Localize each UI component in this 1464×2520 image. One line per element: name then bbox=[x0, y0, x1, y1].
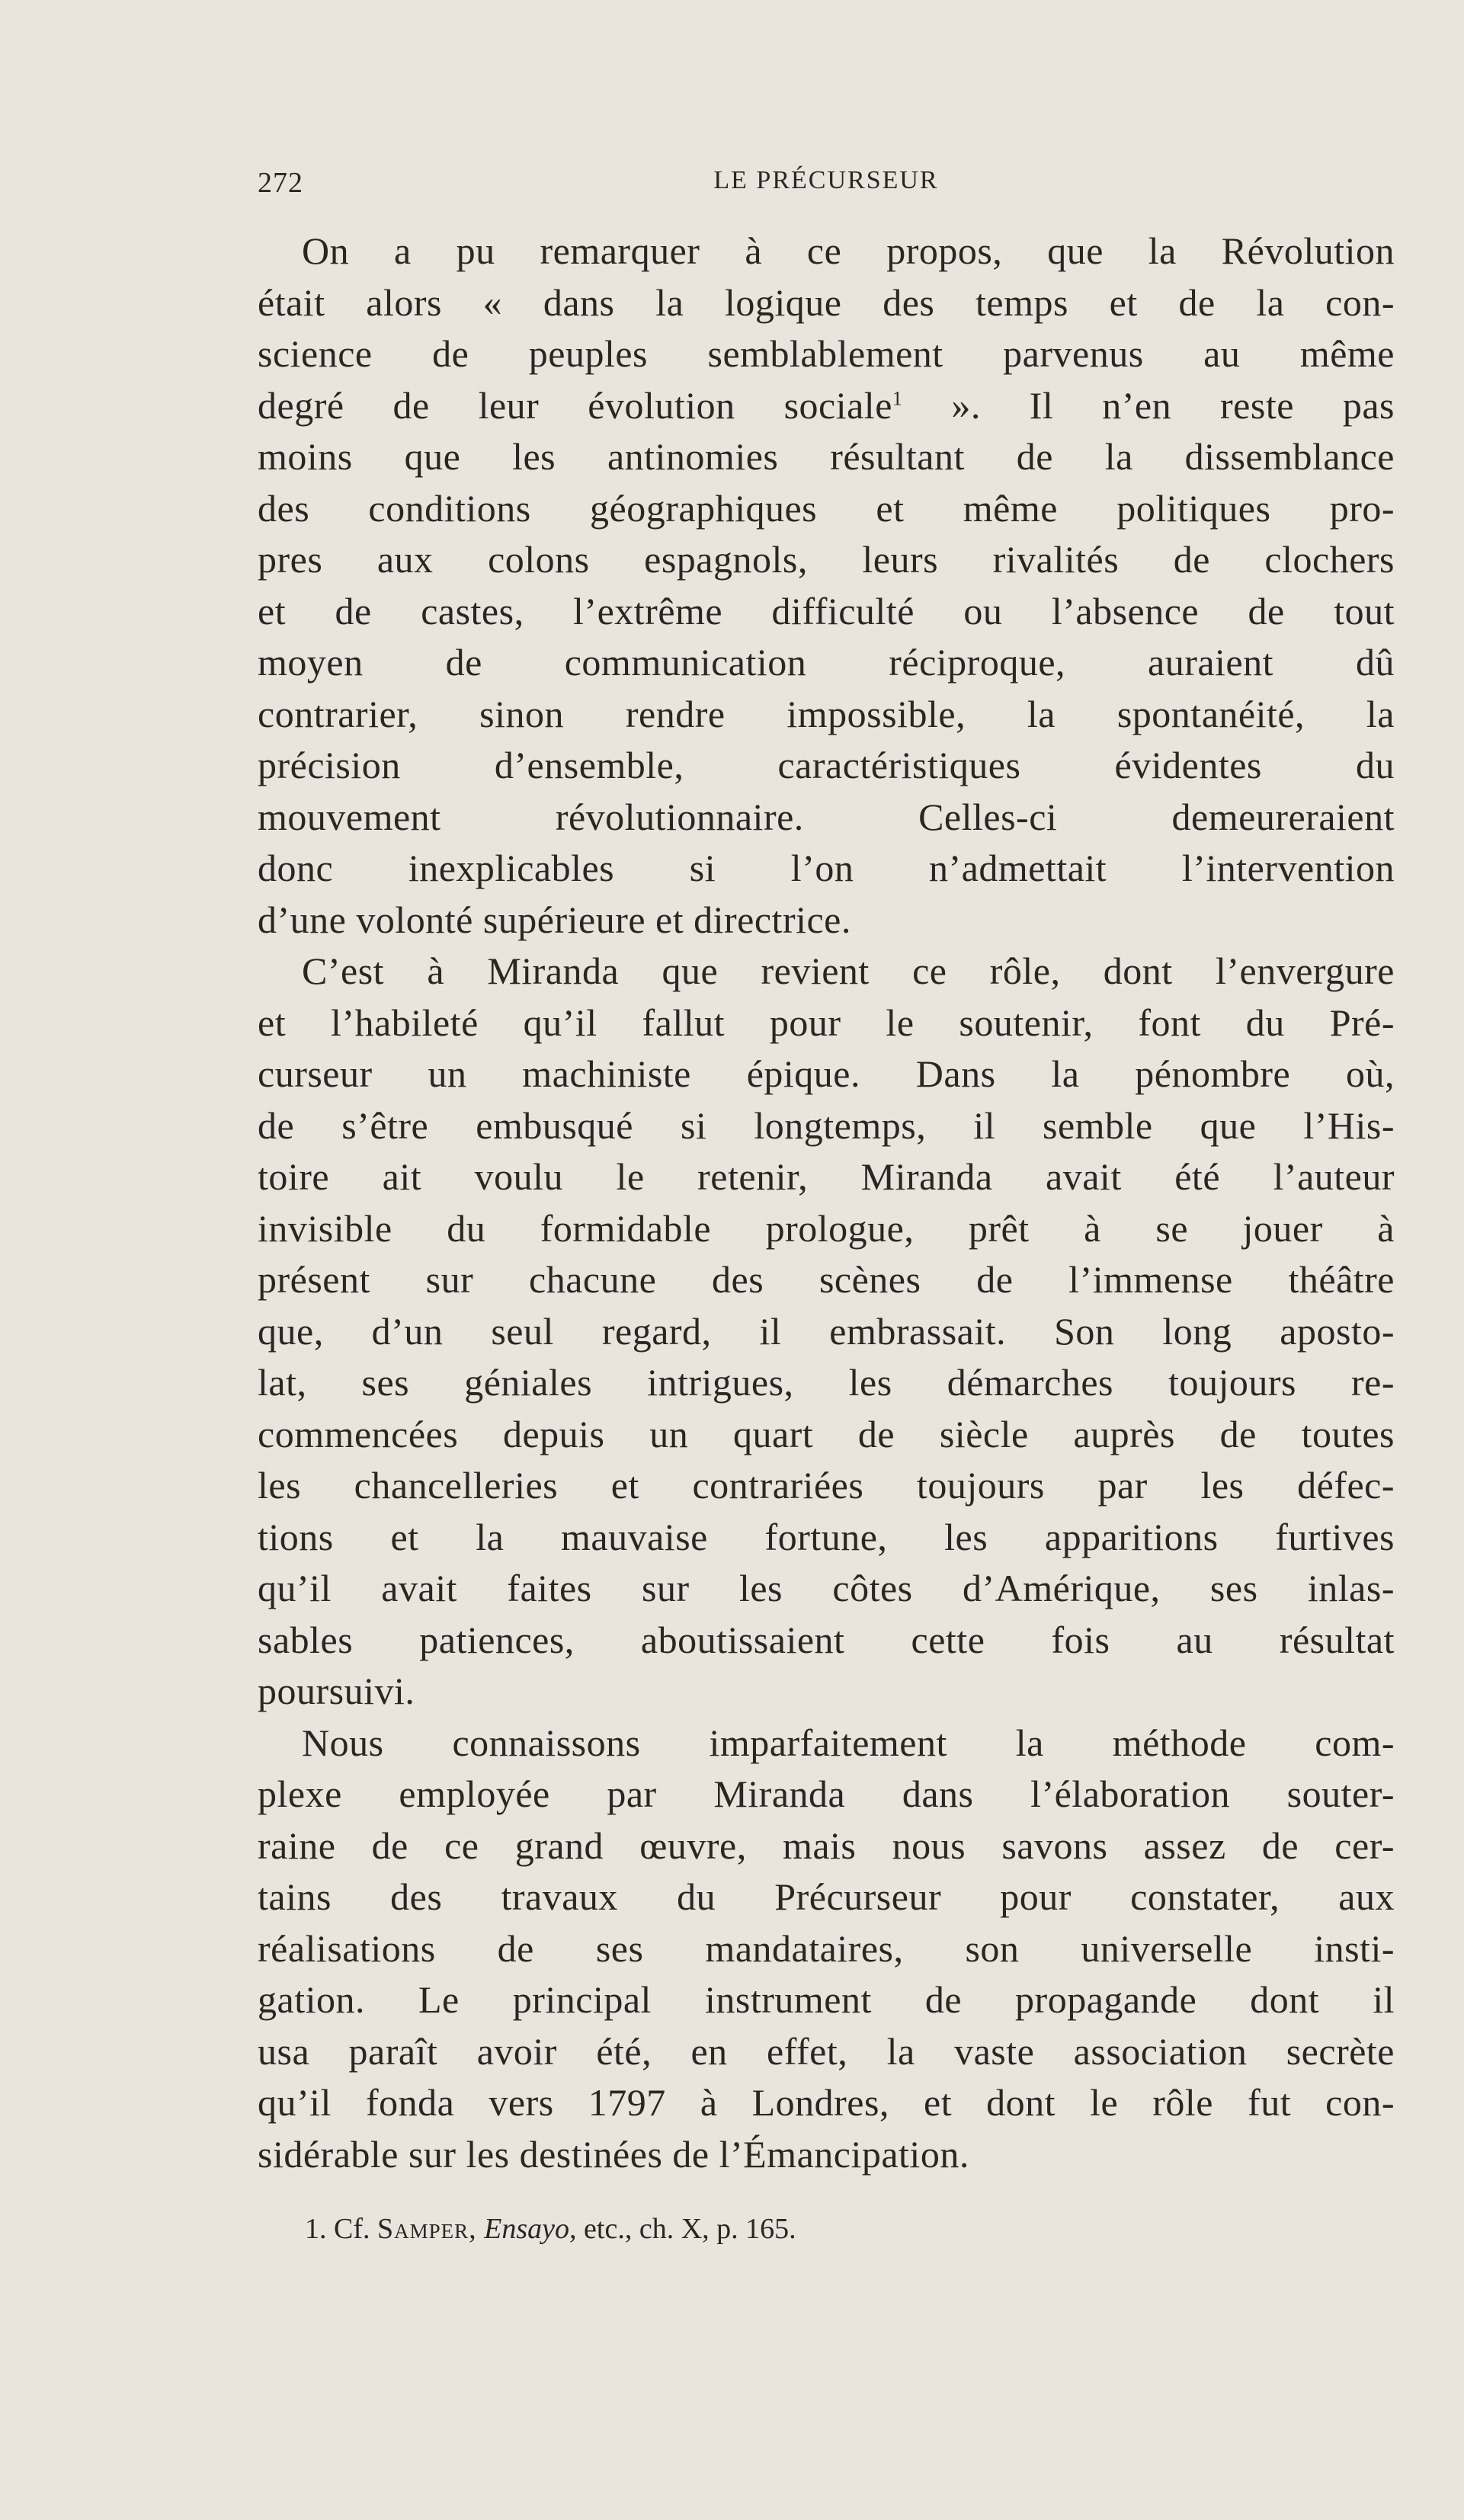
footnote bbox=[305, 2210, 1372, 2248]
page-number: 272 bbox=[258, 167, 303, 199]
text-line: qu’il fonda vers 1797 à Londres, et dont le rôle fut con- bbox=[258, 2081, 1395, 2124]
text-line: des conditions géographiques et même politiques pro- bbox=[258, 486, 1395, 530]
text-line bbox=[258, 380, 1395, 432]
text-line: contrarier, sinon rendre impossible, la spontanéité, la bbox=[258, 692, 1395, 735]
paragraph-1 bbox=[258, 226, 1395, 946]
text-line: usa paraît avoir été, en effet, la vaste association secrète bbox=[258, 2029, 1395, 2073]
text-segment: degré de leur évolution sociale bbox=[258, 383, 892, 427]
body-text bbox=[258, 226, 1395, 2180]
text-line: science de peuples semblablement parvenus au même bbox=[258, 332, 1395, 375]
text-line: curseur un machiniste épique. Dans la pénombre où, bbox=[258, 1052, 1395, 1095]
paragraph-3 bbox=[258, 1718, 1395, 2181]
text-line: On a pu remarquer à ce propos, que la Révolution bbox=[302, 229, 1395, 272]
running-title: LE PRÉCURSEUR bbox=[713, 166, 939, 194]
text-line: poursuivi. bbox=[258, 1670, 415, 1712]
text-line: pres aux colons espagnols, leurs rivalités de clochers bbox=[258, 538, 1395, 581]
text-line: et l’habileté qu’il fallut pour le soutenir, font du Pré- bbox=[258, 1001, 1395, 1044]
text-line: que, d’un seul regard, il embrassait. Son long aposto- bbox=[258, 1309, 1395, 1353]
text-line: et de castes, l’extrême difficulté ou l’absence de tout bbox=[258, 589, 1395, 632]
text-line: qu’il avait faites sur les côtes d’Amérique, ses inlas- bbox=[258, 1567, 1395, 1609]
text-line: lat, ses géniales intrigues, les démarches toujours re- bbox=[258, 1361, 1395, 1404]
text-line: précision d’ensemble, caractéristiques évidentes du bbox=[258, 744, 1395, 786]
text-line: plexe employée par Miranda dans l’élaboration souter- bbox=[258, 1772, 1395, 1815]
text-line: raine de ce grand œuvre, mais nous savons assez de cer- bbox=[258, 1824, 1395, 1867]
text-line: gation. Le principal instrument de propagande dont il bbox=[258, 1978, 1395, 2021]
text-line: réalisations de ses mandataires, son universelle insti- bbox=[258, 1926, 1395, 1970]
text-line: tains des travaux du Précurseur pour constater, aux bbox=[258, 1875, 1395, 1918]
text-line: commencées depuis un quart de siècle auprès de toutes bbox=[258, 1412, 1395, 1455]
text-line: les chancelleries et contrariées toujours par les défec- bbox=[258, 1464, 1395, 1507]
text-line: sidérable sur les destinées de l’Émancipation. bbox=[258, 2132, 969, 2176]
footnote-marker: 1 bbox=[892, 386, 903, 409]
text-line: mouvement révolutionnaire. Celles-ci demeureraient bbox=[258, 795, 1395, 838]
text-line: de s’être embusqué si longtemps, il semble que l’His- bbox=[258, 1103, 1395, 1147]
text-line: donc inexplicables si l’on n’admettait l’intervention bbox=[258, 847, 1395, 889]
text-segment: ». Il n’en reste pas bbox=[902, 383, 1395, 427]
text-line: moyen de communication réciproque, auraient dû bbox=[258, 641, 1395, 684]
text-line: d’une volonté supérieure et directrice. bbox=[258, 898, 851, 941]
text-line: toire ait voulu le retenir, Miranda avait été l’auteur bbox=[258, 1155, 1395, 1198]
text-line: était alors « dans la logique des temps et de la con- bbox=[258, 280, 1395, 324]
footnote-author: Samper, bbox=[377, 2213, 477, 2245]
text-line: Nous connaissons imparfaitement la méthode com- bbox=[302, 1721, 1395, 1764]
text-line: sables patiences, aboutissaient cette fois au résultat bbox=[258, 1618, 1395, 1661]
text-line: moins que les antinomies résultant de la dissemblance bbox=[258, 435, 1395, 478]
text-line: C’est à Miranda que revient ce rôle, dont l’envergure bbox=[302, 949, 1395, 992]
text-line: tions et la mauvaise fortune, les apparitions furtives bbox=[258, 1515, 1395, 1558]
running-head bbox=[258, 166, 1395, 204]
footnote-reference: etc., ch. X, p. 165. bbox=[584, 2213, 796, 2245]
paragraph-2 bbox=[258, 946, 1395, 1718]
text-line: présent sur chacune des scènes de l’immense théâtre bbox=[258, 1258, 1395, 1301]
text-line: invisible du formidable prologue, prêt à se jouer à bbox=[258, 1206, 1395, 1250]
footnote-number: 1. Cf. bbox=[305, 2213, 370, 2245]
footnote-title: Ensayo, bbox=[484, 2213, 577, 2245]
